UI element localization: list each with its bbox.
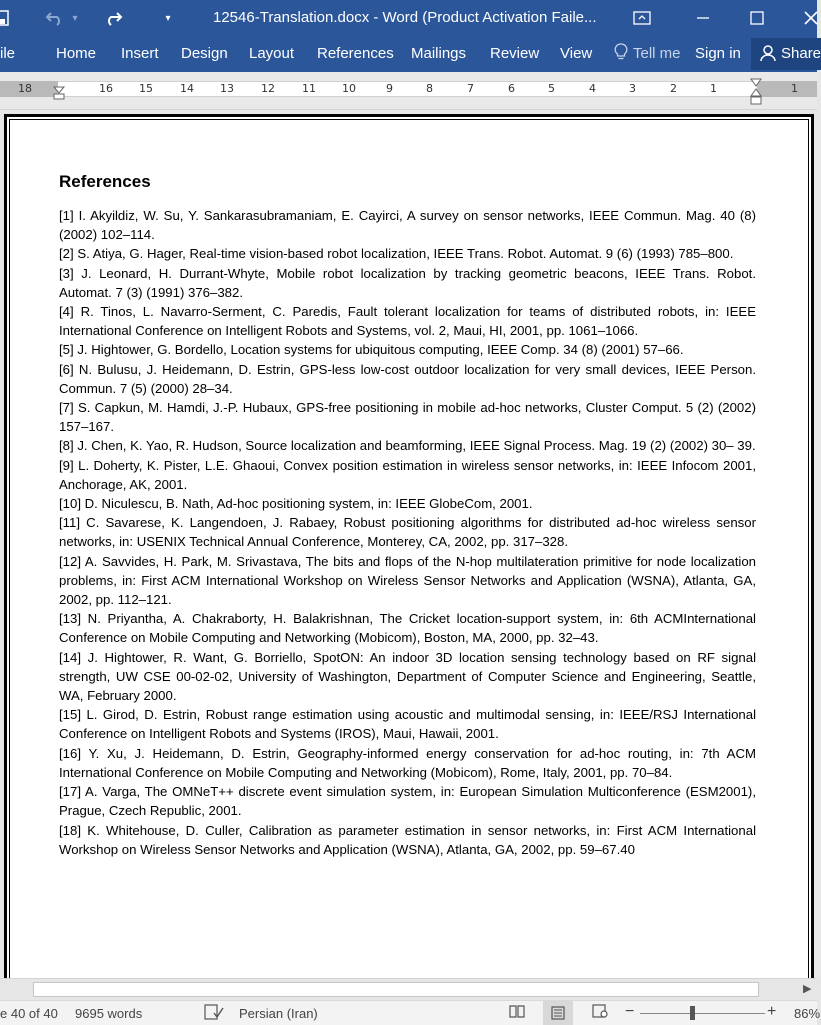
proofing-icon[interactable] <box>204 1004 224 1024</box>
reference-entry: [13] N. Priyantha, A. Chakraborty, H. Balakrishnan, The Cricket location-support system, in: 6th ACMInternational Conference on Mobile Computing and Networking (Mobicom), Boston, MA, 2000, pp. 32–43. <box>59 611 756 646</box>
language-status[interactable]: Persian (Iran) <box>239 1006 318 1021</box>
tab-mailings[interactable]: Mailings <box>411 45 467 62</box>
ruler-number: 11 <box>302 82 316 95</box>
ruler-number: 14 <box>180 82 194 95</box>
reference-entry: [7] S. Capkun, M. Hamdi, J.-P. Hubaux, GPS-free positioning in mobile ad-hoc networks, Cluster Comput. 5 (2) (2002) 157–167. <box>59 400 756 435</box>
ruler-number: 18 <box>18 82 32 95</box>
status-bar <box>0 1000 821 1025</box>
tab-file[interactable]: ile <box>0 45 16 62</box>
redo-icon[interactable] <box>100 0 126 36</box>
read-mode-icon[interactable] <box>509 1004 525 1022</box>
tab-view[interactable]: View <box>560 45 593 62</box>
horizontal-scrollbar[interactable] <box>0 978 817 1000</box>
ruler-number: 2 <box>670 82 677 95</box>
document-area[interactable] <box>0 110 817 978</box>
indent-marker-left[interactable] <box>53 86 65 105</box>
references-list <box>59 206 756 859</box>
ruler-number: 6 <box>508 82 515 95</box>
ribbon-tabs <box>0 36 817 72</box>
reference-entry: [2] S. Atiya, G. Hager, Real-time vision-based robot localization, IEEE Trans. Robot. Automat. 9 (6) (1993) 785–800. <box>59 246 734 262</box>
scroll-right-icon[interactable]: ▶ <box>803 983 812 995</box>
ribbon-display-icon[interactable] <box>628 0 656 36</box>
tab-design[interactable]: Design <box>181 45 228 62</box>
ruler-number: 13 <box>220 82 234 95</box>
tab-review[interactable]: Review <box>490 45 540 62</box>
ruler-number: 16 <box>99 82 113 95</box>
tab-references[interactable]: References <box>317 45 394 62</box>
title-bar <box>0 0 817 36</box>
zoom-out-icon[interactable]: − <box>625 1003 635 1020</box>
close-icon[interactable] <box>800 0 817 36</box>
reference-entry: [14] J. Hightower, R. Want, G. Borriello, SpotON: An indoor 3D location sensing technology based on RF signal strength, UW CSE 00-02-02, University of Washington, Department of Computer Science and Engineering, Seattle, WA, February 2000. <box>59 649 756 704</box>
word-count[interactable]: 9695 words <box>75 1006 143 1021</box>
chevron-down-icon[interactable]: ▾ <box>165 12 171 24</box>
ruler-number: 1 <box>710 82 717 95</box>
sign-in-link[interactable]: Sign in <box>695 45 741 62</box>
tab-insert[interactable]: Insert <box>121 45 159 62</box>
zoom-slider[interactable] <box>640 1013 765 1014</box>
scrollbar-thumb[interactable] <box>33 982 759 997</box>
undo-icon[interactable] <box>42 0 68 36</box>
zoom-level[interactable]: 86% <box>794 1006 821 1021</box>
ruler-number: 1 <box>791 82 798 95</box>
ruler-number: 9 <box>386 82 393 95</box>
person-icon <box>759 44 777 67</box>
ruler-number: 4 <box>589 82 596 95</box>
reference-entry: [16] Y. Xu, J. Heidemann, D. Estrin, Geography-informed energy conservation for ad-hoc routing, in: 7th ACM International Conference on Mobile Computing and Networking (Mobicom), Rome, Italy, 2001, pp. 70–84. <box>59 745 756 780</box>
reference-entry: [17] A. Varga, The OMNeT++ discrete event simulation system, in: European Simulation Multiconference (ESM2001), Prague, Czech Republic, 2001. <box>59 784 756 819</box>
web-layout-icon[interactable] <box>592 1004 608 1022</box>
reference-entry: [1] I. Akyildiz, W. Su, Y. Sankarasubramaniam, E. Cayirci, A survey on sensor networks, IEEE Commun. Mag. 40 (8) (2002) 102–114. <box>59 208 756 243</box>
reference-entry: [8] J. Chen, K. Yao, R. Hudson, Source localization and beamforming, IEEE Signal Process. Mag. 19 (2) (2002) 30– 39. <box>59 438 756 454</box>
reference-entry: [12] A. Savvides, H. Park, M. Srivastava, The bits and flops of the N-hop multilateration primitive for node localization problems, in: First ACM International Workshop on Wireless Sensor Networks and Application (WSNA), Atlanta, GA, 2002, pp. 112–121. <box>59 553 756 608</box>
minimize-icon[interactable] <box>688 0 718 36</box>
share-button[interactable] <box>751 38 821 70</box>
reference-entry: [9] L. Doherty, K. Pister, L.E. Ghaoui, Convex position estimation in wireless sensor networks, in: IEEE Infocom 2001, Anchorage, AK, 2001. <box>59 457 756 492</box>
print-layout-icon[interactable] <box>543 1001 573 1025</box>
reference-entry: [3] J. Leonard, H. Durrant-Whyte, Mobile robot localization by tracking geometric beacons, IEEE Trans. Robot. Automat. 7 (3) (1991) 376–382. <box>59 265 756 300</box>
save-icon[interactable] <box>0 0 10 36</box>
undo-dropdown-icon[interactable]: ▾ <box>72 12 78 24</box>
reference-entry: [15] L. Girod, D. Estrin, Robust range estimation using acoustic and multimodal sensing, in: IEEE/RSJ International Conference on Intelligent Robots and Systems (IROS), Maui, Hawaii, 2001. <box>59 707 756 742</box>
references-heading: References <box>59 172 151 191</box>
ruler-margin-right <box>757 81 817 97</box>
reference-entry: [6] N. Bulusu, J. Heidemann, D. Estrin, GPS-less low-cost outdoor localization for very small devices, IEEE Person. Commun. 7 (5) (2000) 28–34. <box>59 361 756 396</box>
window-title: 12546-Translation.docx - Word (Product Activation Faile... <box>213 9 597 26</box>
ruler-number: 10 <box>342 82 356 95</box>
zoom-slider-thumb[interactable] <box>690 1006 695 1020</box>
tab-layout[interactable]: Layout <box>249 45 295 62</box>
horizontal-ruler[interactable] <box>0 72 817 110</box>
reference-entry: [4] R. Tinos, L. Navarro-Serment, C. Paredis, Fault tolerant localization for teams of distributed robots, in: IEEE International Conference on Intelligent Robots and Systems, vol. 2, Maui, HI, 2001, pp. 1061–1066. <box>59 304 756 339</box>
share-label: Share <box>781 45 821 62</box>
tell-me-search[interactable]: Tell me <box>633 45 681 62</box>
lightbulb-icon[interactable] <box>614 43 628 65</box>
tab-home[interactable]: Home <box>56 45 97 62</box>
ruler-number: 15 <box>139 82 153 95</box>
reference-entry: [11] C. Savarese, K. Langendoen, J. Rabaey, Robust positioning algorithms for distributed ad-hoc wireless sensor networks, in: USENIX Technical Annual Conference, Monterey, CA, 2002, pp. 317–328. <box>59 515 756 550</box>
reference-entry: [5] J. Hightower, G. Bordello, Location systems for ubiquitous computing, IEEE Comp. 34 (8) (2001) 57–66. <box>59 342 684 358</box>
document-page[interactable] <box>4 114 814 1014</box>
ruler-number: 7 <box>467 82 474 95</box>
page-count[interactable]: e 40 of 40 <box>0 1006 58 1021</box>
reference-entry: [10] D. Niculescu, B. Nath, Ad-hoc positioning system, in: IEEE GlobeCom, 2001. <box>59 496 533 512</box>
ruler-strip <box>0 81 817 97</box>
reference-entry: [18] K. Whitehouse, D. Culler, Calibration as parameter estimation in sensor networks, in: First ACM International Workshop on Wireless Sensor Networks and Application (WSNA), Atlanta, GA, 2002, pp. 59–67.40 <box>59 822 756 857</box>
page-content[interactable] <box>59 172 756 859</box>
ruler-number: 5 <box>548 82 555 95</box>
ruler-number: 3 <box>629 82 636 95</box>
zoom-in-icon[interactable]: + <box>767 1003 777 1020</box>
ruler-number: 8 <box>426 82 433 95</box>
indent-marker-right[interactable] <box>750 78 762 111</box>
maximize-icon[interactable] <box>742 0 772 36</box>
ruler-number: 12 <box>261 82 275 95</box>
